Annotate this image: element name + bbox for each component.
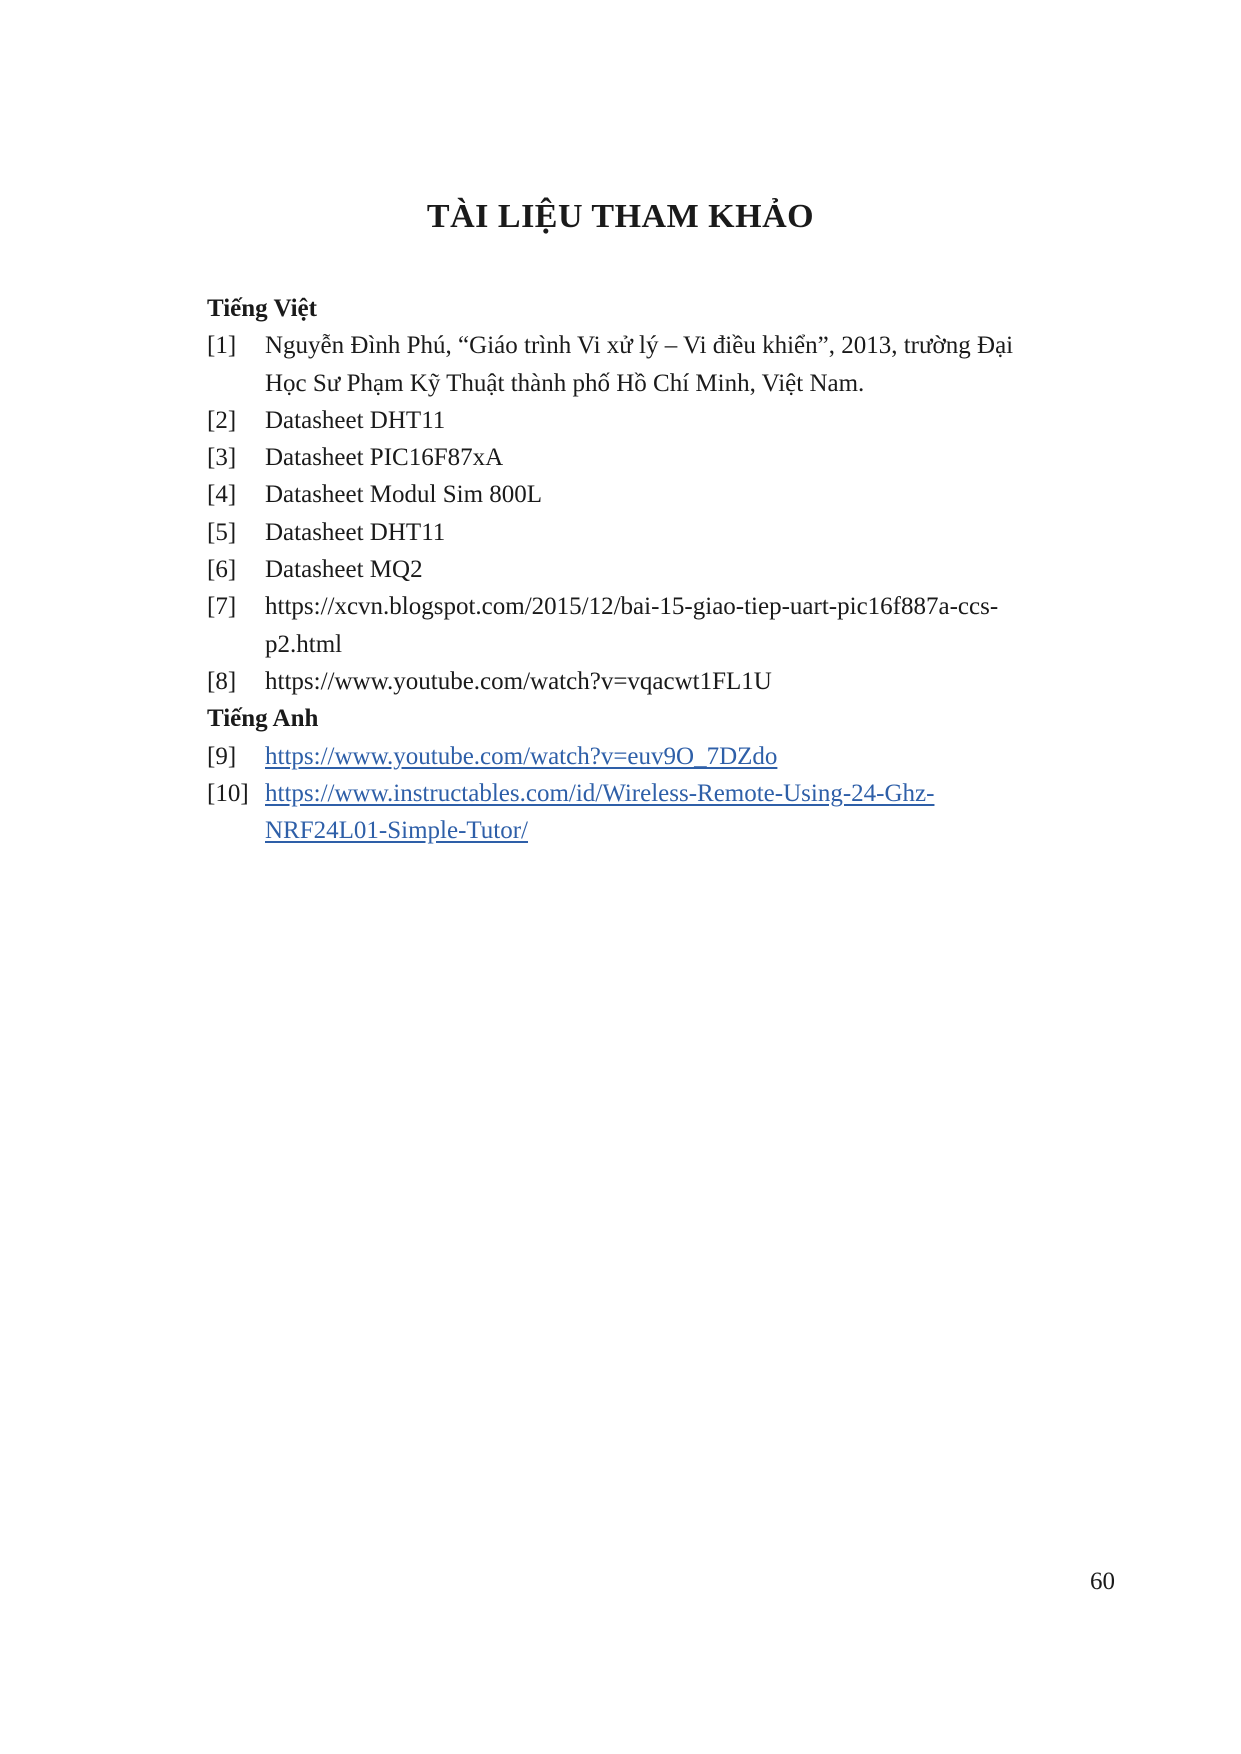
reference-text: Datasheet Modul Sim 800L	[265, 481, 543, 509]
reference-item	[207, 327, 1087, 402]
reference-item	[207, 551, 1087, 588]
reference-text: Datasheet DHT11	[265, 406, 446, 434]
reference-link[interactable]: https://www.instructables.com/id/Wireless-Remote-Using-24-Ghz-	[265, 779, 935, 807]
reference-text	[265, 775, 1087, 850]
reference-item	[207, 663, 1087, 700]
reference-link[interactable]: NRF24L01-Simple-Tutor/	[265, 817, 529, 845]
reference-number: [9]	[207, 742, 237, 770]
reference-number: [3]	[207, 444, 237, 472]
section-heading-english: Tiếng Anh	[207, 705, 319, 733]
reference-number: [7]	[207, 593, 237, 621]
reference-text-line: Học Sư Phạm Kỹ Thuật thành phố Hồ Chí Minh, Việt Nam.	[265, 369, 865, 397]
reference-number: [10]	[207, 779, 249, 807]
reference-text: Datasheet PIC16F87xA	[265, 444, 504, 472]
reference-text-line: Nguyễn Đình Phú, “Giáo trình Vi xử lý – Vi điều khiển”, 2013, trường Đại	[265, 332, 1014, 360]
reference-link[interactable]: https://www.youtube.com/watch?v=euv9O_7DZdo	[265, 742, 778, 770]
reference-item	[207, 402, 1087, 439]
reference-number: [4]	[207, 481, 237, 509]
reference-text	[265, 588, 1087, 663]
reference-text	[265, 738, 1087, 775]
reference-item	[207, 738, 1087, 775]
reference-text: https://www.youtube.com/watch?v=vqacwt1FL1U	[265, 667, 772, 695]
reference-number: [5]	[207, 518, 237, 546]
reference-text-line: p2.html	[265, 630, 343, 658]
reference-number: [6]	[207, 556, 237, 584]
reference-text: Datasheet DHT11	[265, 518, 446, 546]
reference-list	[207, 290, 1087, 849]
reference-number: [8]	[207, 667, 237, 695]
page-title: TÀI LIỆU THAM KHẢO	[426, 198, 815, 235]
reference-item	[207, 588, 1087, 663]
reference-item	[207, 775, 1087, 850]
reference-number: [2]	[207, 406, 237, 434]
reference-text: Datasheet MQ2	[265, 556, 423, 584]
reference-number: [1]	[207, 332, 237, 360]
reference-text-line: https://xcvn.blogspot.com/2015/12/bai-15-giao-tiep-uart-pic16f887a-ccs-	[265, 593, 999, 621]
page-number: 60	[1090, 1568, 1115, 1595]
reference-item	[207, 476, 1087, 513]
reference-text	[265, 327, 1087, 402]
section-heading-vietnamese: Tiếng Việt	[207, 295, 317, 322]
reference-item	[207, 439, 1087, 476]
reference-item	[207, 514, 1087, 551]
